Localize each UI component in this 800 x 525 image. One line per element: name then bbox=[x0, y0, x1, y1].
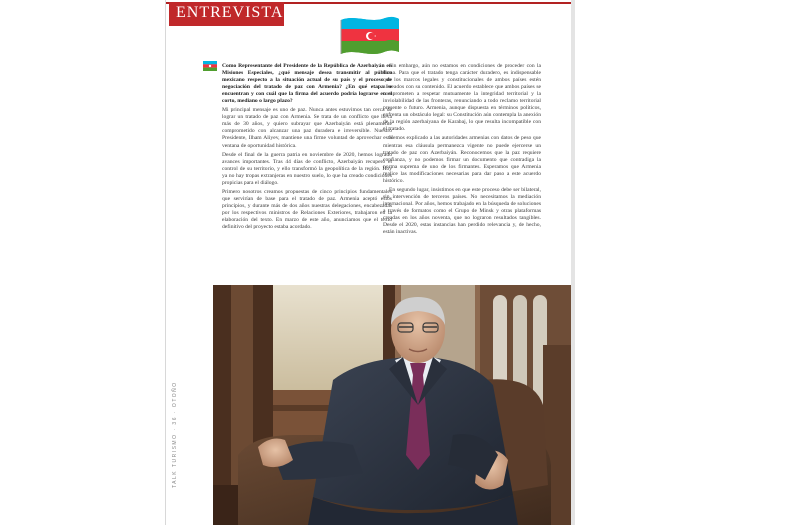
interview-question: Como Representante del Presidente de la República de Azerbaiyán en Misiones Especiales, ¿qué mensaje desea transmitir al público mexicano respecto a la situación actual de su país y el proceso de negociación del tratado de paz con Armenia? ¿En qué etapa se encuentran y con cuál que la firma del acuerdo podría lograrse en el corto, mediano o largo plazo? bbox=[222, 63, 392, 105]
paragraph: Primero nosotros creamos propuestas de cinco principios fundamentales que servirían de base para el tratado de paz. Armenia aceptó estos principios, y durante más de dos años nuestras delegaciones, encabezadas por los respectivos ministros de Relaciones Exteriores, trabajaron en la elaboración del texto. En marzo de este año, anunciamos que el texto definitivo del proyecto estaba acordado. bbox=[222, 188, 392, 231]
interview-photo bbox=[213, 285, 575, 525]
azerbaijan-flag-icon bbox=[339, 14, 401, 58]
page-edge bbox=[571, 0, 575, 525]
section-label: ENTREVISTA bbox=[169, 2, 284, 26]
paragraph: En segundo lugar, insistimos en que este proceso debe ser bilateral, sin intervención de terceros países. No necesitamos la mediación internacional. Por años, hemos trabajado en la búsqueda de soluciones a través de formatos como el Grupo de Minsk y otras plataformas creadas en los años noventa, que no lograron resultados tangibles. Desde el 2020, estas instancias han perdido relevancia y, de hecho, están inactivas. bbox=[383, 186, 541, 236]
small-flag-icon bbox=[203, 61, 217, 71]
page-footer: TALK TURISMO · 36 · OTOÑO bbox=[172, 381, 178, 489]
paragraph: Sin embargo, aún no estamos en condiciones de proceder con la firma. Para que el tratado tenga carácter duradero, es indispensable que los marcos legales y constitucionales de ambos países estén alineados con su contenido. El acuerdo establece que ambos países se comprometen a respetar mutuamente la integridad territorial y la inviolabilidad de las fronteras, renunciando a todo reclamo territorial presente o futuro. Armenia, aunque dispuesta en términos políticos, enfrenta un obstáculo legal: su Constitución aún contempla la anexión de la región azerbaiyana de Karabaj, lo que resulta incompatible con el tratado. bbox=[383, 63, 541, 133]
paragraph: Desde el final de la guerra patria en noviembre de 2020, hemos logrado avances importantes. Tras 44 días de conflicto, Azerbaiyán recuperó el control de su territorio, y ello transformó la geopolítica de la región. Hoy ya no hay tropas extranjeras en nuestro suelo, lo que ha creado condiciones propicias para el diálogo. bbox=[222, 151, 392, 186]
magazine-page bbox=[165, 0, 575, 525]
right-text-column bbox=[383, 63, 541, 285]
left-text-column bbox=[222, 63, 392, 285]
paragraph: Mi principal mensaje es uno de paz. Nunca antes estuvimos tan cerca de lograr un tratado de paz con Armenia. Se trata de un conflicto que lleva más de 30 años, y quiero subrayar que Azerbaiyán está plenamente comprometido con alcanzar una paz duradera e irreversible. Nuestro Presidente, Ilham Aliyev, mantiene una firme voluntad de aprovechar esta ventana de oportunidad histórica. bbox=[222, 107, 392, 149]
paragraph: Hemos explicado a las autoridades armenias con datos de peso que mientras esa cláusula permanezca vigente no puede ejercerse un tratado de paz con Azerbaiyán. Reconocemos que la paz requiere confianza, y no podemos firmar un documento que contradiga la norma suprema de uno de los firmantes. Esperamos que Armenia realice las modificaciones necesarias para dar paso a este acuerdo histórico. bbox=[383, 135, 541, 184]
